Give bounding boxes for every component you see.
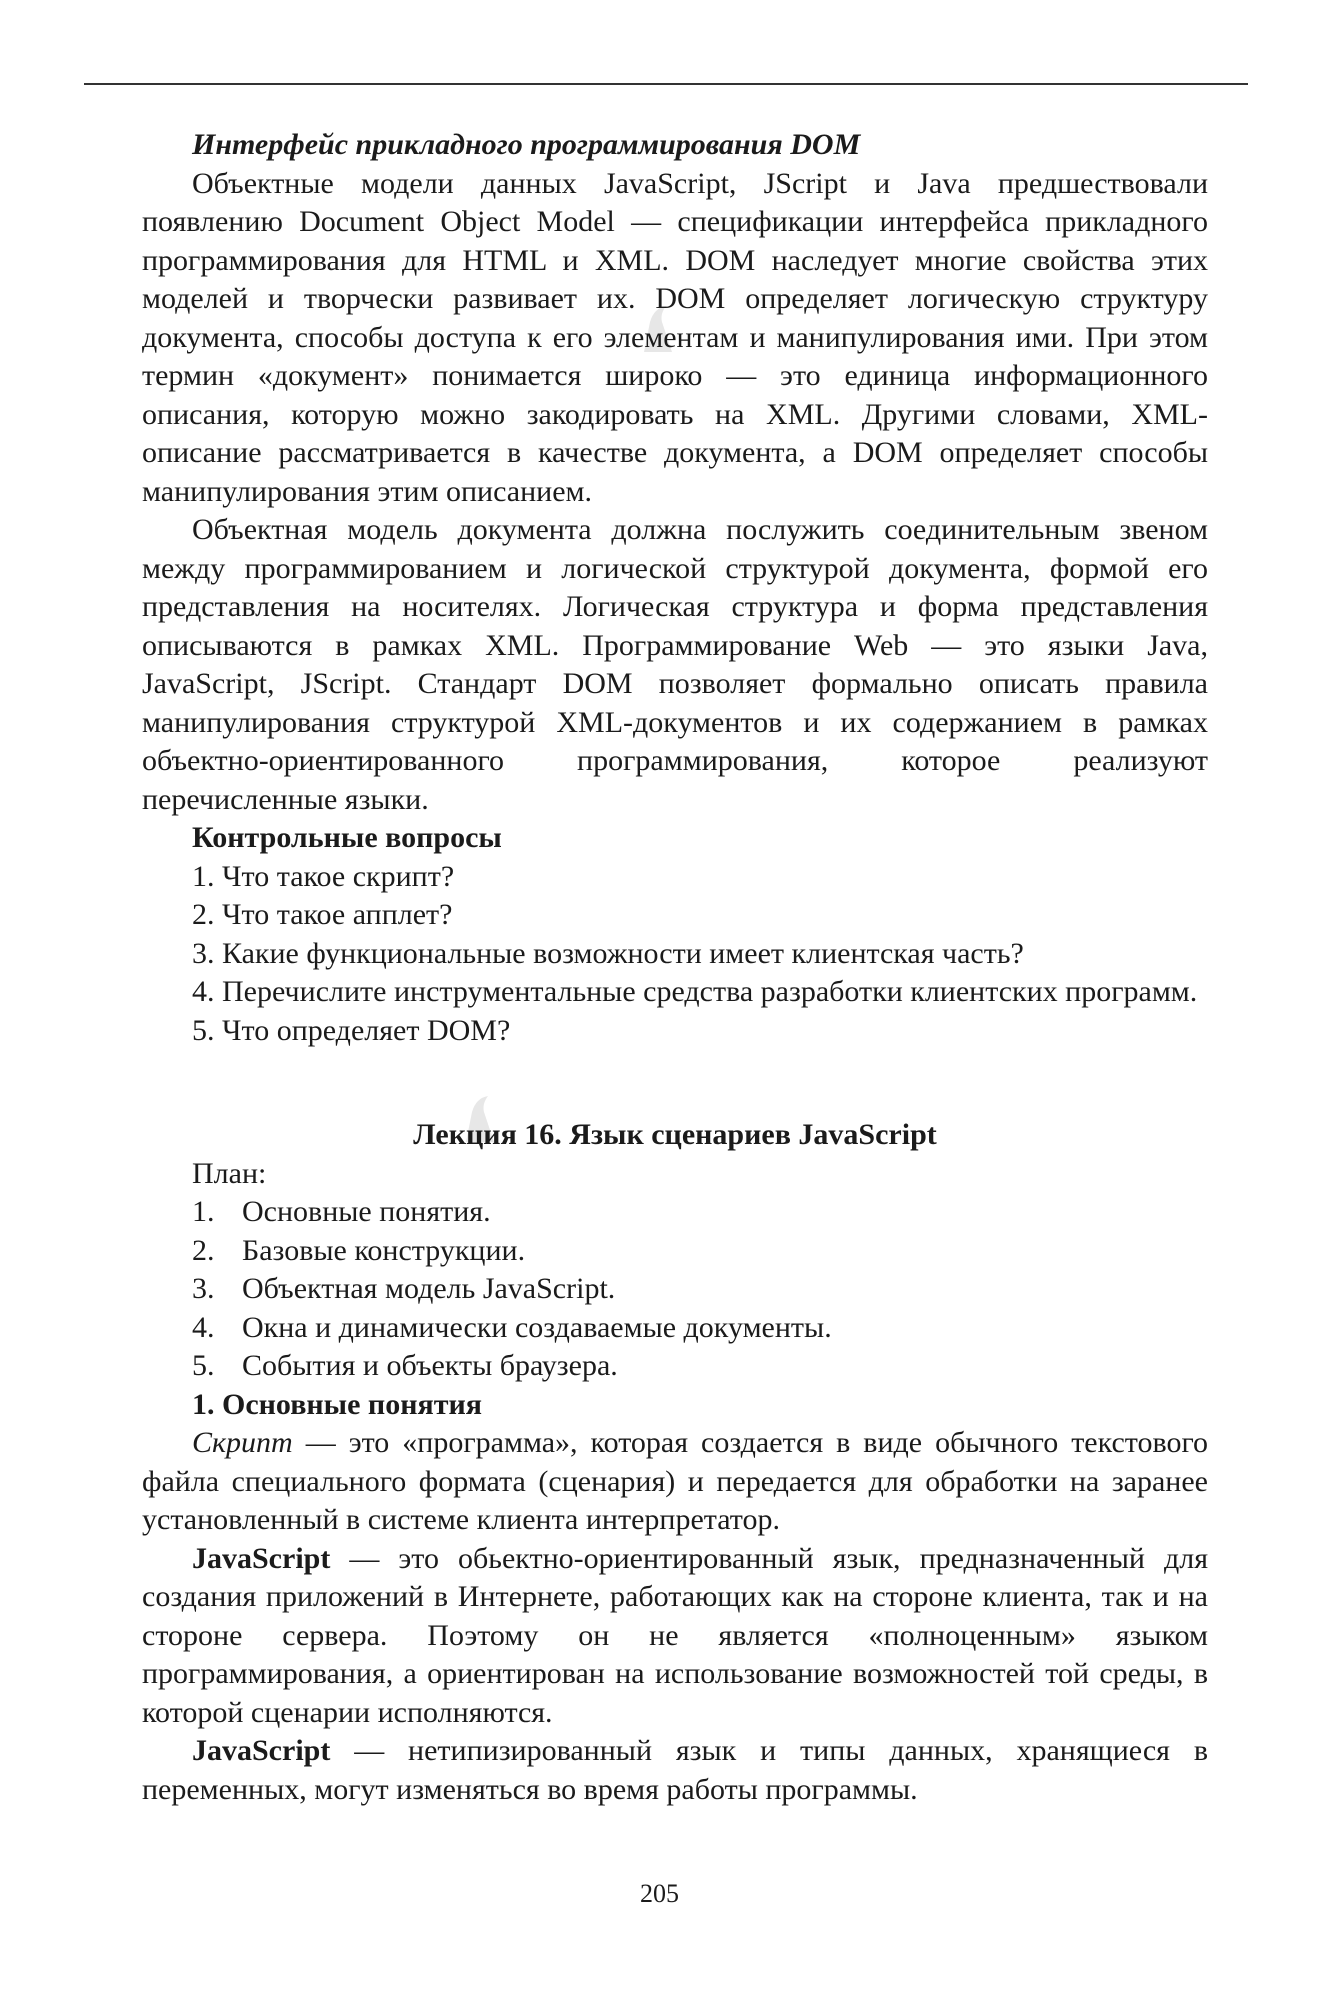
paragraph-script [142,1424,1208,1540]
plan-item-text: Основные понятия. [242,1195,491,1228]
plan-item-number: 4. [192,1310,215,1344]
plan-item-number: 2. [192,1233,215,1267]
term-javascript: JavaScript [192,1541,331,1575]
plan-item-number: 1. [192,1195,215,1228]
plan-item [142,1193,1208,1232]
plan-item-text: События и объекты браузера. [242,1349,618,1382]
plan-item [142,1270,1208,1309]
header-rule [84,83,1248,85]
plan-item-text: Окна и динамически создаваемые документы. [242,1310,832,1344]
plan-item [142,1347,1208,1386]
question-item: 5. Что определяет DOM? [192,1013,511,1047]
plan-item [142,1232,1208,1271]
questions-list [142,858,1208,1051]
definition-javascript-typing: — нетипизированный язык и типы данных, хранящиеся в переменных, могут изменяться во время работы программы. [142,1734,1208,1806]
term-script: Скрипт [192,1426,293,1459]
section-title-dom: Интерфейс прикладного программирования DOM [192,128,861,161]
paragraph-javascript-1 [142,1540,1208,1733]
page-number: 205 [640,1879,679,1908]
plan-label: План: [192,1156,267,1190]
question-item: 2. Что такое апплет? [192,898,453,931]
plan-list [142,1193,1208,1386]
paragraph-dom-1: Объектные модели данных JavaScript, JScript и Java предшествовали появлению Document Object Model — спецификации интерфейса прикладного программирования для HTML и XML. DOM наследует многие свойства этих моделей и творчески развивает их. DOM определяет логическую структуру документа, способы доступа к его элементам и манипулирования ими. При этом термин «документ» понимается широко — это единица информационного описания, которую можно закодировать на XML. Другими словами, XML-описание рассматривается в качестве документа, а DOM определяет способы манипулирования этим описанием. [142,166,1208,508]
question-item: 1. Что такое скрипт? [192,859,455,893]
definition-script: — это «программа», которая создается в виде обычного текстового файла специального формата (сценария) и передается для обработки на заранее установленный в системе клиента интерпретатор. [142,1426,1208,1536]
term-javascript: JavaScript [192,1734,331,1767]
plan-item-text: Объектная модель JavaScript. [242,1272,616,1305]
plan-item-text: Базовые конструкции. [242,1233,526,1267]
lecture-title: Лекция 16. Язык сценариев JavaScript [413,1118,937,1151]
question-item: 4. Перечислите инструментальные средства разработки клиентских программ. [192,975,1198,1008]
section-title-basics: 1. Основные понятия [192,1387,482,1421]
paragraph-dom-2: Объектная модель документа должна послужить соединительным звеном между программированием и логической структурой документа, формой его представления на носителях. Логическая структура и форма представления описываются в рамках XML. Программирование Web — это языки Java, JavaScript, JScript. Стандарт DOM позволяет формально описать правила манипулирования структурой XML-документов и их содержанием в рамках объектно-ориентированного программирования, которое реализуют перечисленные языки. [142,513,1208,816]
plan-item-number: 5. [192,1349,215,1382]
questions-title: Контрольные вопросы [192,821,502,854]
question-item: 3. Какие функциональные возможности имеет клиентская часть? [192,936,1024,970]
plan-item-number: 3. [192,1272,215,1305]
paragraph-javascript-2 [142,1732,1208,1809]
page-content [142,126,1208,1809]
definition-javascript: — это обьектно-ориентированный язык, предназначенный для создания приложений в Интернете, работающих как на стороне клиента, так и на стороне сервера. Поэтому он не является «полноценным» языком программирования, а ориентирован на использование возможностей той среды, в которой сценарии исполняются. [142,1541,1208,1729]
plan-item [142,1309,1208,1348]
